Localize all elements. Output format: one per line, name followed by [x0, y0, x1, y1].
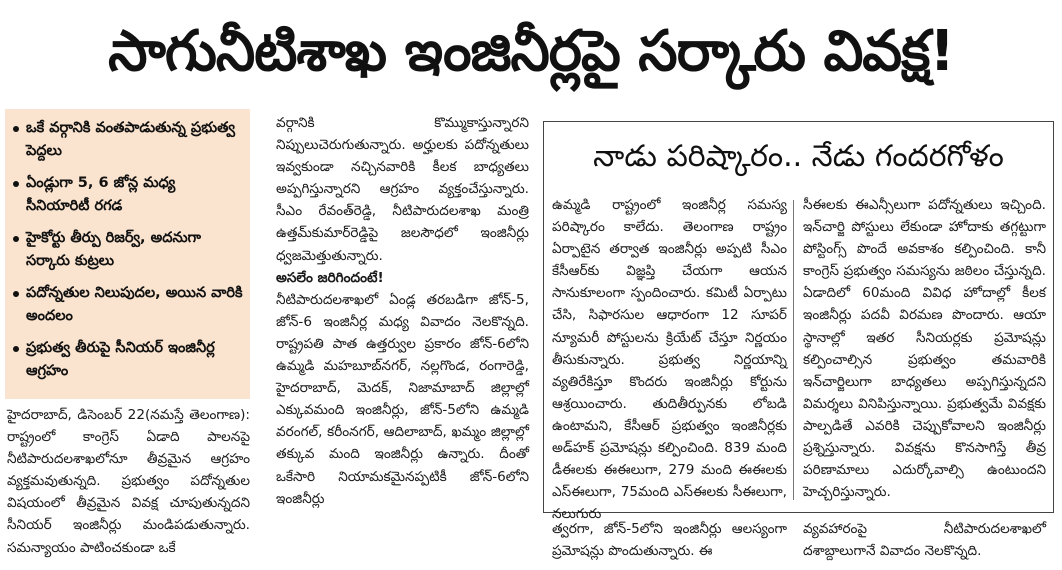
- box-right-column: [803, 194, 1046, 504]
- column-3-tail: [552, 518, 787, 566]
- headline: సాగునీటిశాఖ ఇంజినీర్లపై సర్కారు వివక్ష!: [108, 19, 954, 84]
- highlight-item: [13, 117, 243, 163]
- column-2-body: [276, 112, 529, 568]
- bullet-icon: [13, 236, 19, 242]
- highlight-item: [13, 172, 243, 218]
- bullet-icon: [13, 291, 19, 297]
- body-paragraph: వర్గానికి కొమ్ముకాస్తున్నారని నిప్పులుచెరుగుతున్నారు. అర్హులకు పదోన్నతులు ఇవ్వకుండా నచ్చినవారికి కీలక బాధ్యతలు అప్పగిస్తున్నారని ఆగ్రహం వ్యక్తంచేస్తున్నారు. సీఎం రేవంత్‌రెడ్డి, నీటిపారుదలశాఖ మంత్రి ఉత్తమ్‌కుమార్‌రెడ్డిపై జలసౌధలో ఇంజినీర్లు ధ్వజమెత్తుతున్నారు.: [276, 115, 529, 264]
- highlight-text: ఏండ్లుగా 5, 6 జోన్ల మధ్య సీనియారిటీ రగడ: [26, 175, 176, 214]
- bullet-icon: [13, 126, 19, 132]
- highlight-item: [13, 227, 243, 273]
- highlight-text: హైకోర్టు తీర్పు రిజర్వ్, అదనుగా సర్కారు కుట్రలు: [26, 230, 202, 269]
- dateline-paragraph: హైదరాబాద్, డిసెంబర్ 22(నమస్తే తెలంగాణ): రాష్ట్రంలో కాంగ్రెస్ ఏడాది పాలనపై నీటిపారుదలశాఖలోనూ తీవ్రమైన ఆగ్రహం వ్యక్తమవుతున్నది. ప్రభుత్వం పదోన్నతుల విషయంలో తీవ్రమైన వివక్ష చూపుతున్నదని సీనియర్ ఇంజినీర్లు మండిపడుతున్నారు. సమన్యాయం పాటించకుండా ఒకే: [7, 407, 250, 556]
- bullet-icon: [13, 181, 19, 187]
- body-paragraph: సీఈలకు ఈఎన్సీలుగా పదోన్నతులు ఇచ్చింది. ఇన్‌చార్జి పోస్టులు లేకుండా హోదాకు తగ్గట్టుగా పోస్టింగ్స్ పొందే అవకాశం కల్పించింది. కానీ కాంగ్రెస్ ప్రభుత్వం సమస్యను జఠిలం చేస్తున్నది. ఏడాదిలో 60మంది వివిధ హోదాల్లో కీలక ఇంజినీర్లు పదవీ విరమణ పొందారు. ఆయా స్థానాల్లో ఇతర సీనియర్లకు ప్రమోషన్లు కల్పించాల్సిన ప్రభుత్వం తమవారికి ఇన్‌చార్జిలుగా బాధ్యతలు అప్పగిస్తున్నదని విమర్శలు వినిపిస్తున్నాయి. ప్రభుత్వమే వివక్షకు పాల్పడితే ఎవరికి చెప్పుకోవాలని ఇంజినీర్లు ప్రశ్నిస్తున్నారు. వివక్షను కొనసాగిస్తే తీవ్ర పరిణామాలు ఎదుర్కోవాల్సి ఉంటుందని హెచ్చరిస్తున్నారు.: [803, 197, 1046, 501]
- highlight-item: [13, 282, 243, 328]
- highlight-text: పదోన్నతుల నిలుపుదల, అయిన వారికి అందలం: [26, 285, 243, 324]
- column-4-tail: [803, 518, 1046, 566]
- column-1-body: [7, 404, 250, 568]
- highlight-text: ఒకే వర్గానికి వంతపాడుతున్న ప్రభుత్వ పెద్దలు: [26, 120, 235, 159]
- body-paragraph: నీటిపారుదలశాఖలో ఏండ్ల తరబడిగా జోన్-5, జోన్-6 ఇంజినీర్ల మధ్య వివాదం నెలకొన్నది. రాష్ట్రపతి పాత ఉత్తర్వుల ప్రకారం జోన్-6లోని ఉమ్మడి మహబూబ్‌నగర్, నల్లగొండ, రంగారెడ్డి, హైదరాబాద్, మెదక్, నిజామాబాద్ జిల్లాల్లో ఎక్కువమంది ఇంజినీర్లు, జోన్-5లోని ఉమ్మడి వరంగల్, కరీంనగర్, ఆదిలాబాద్, ఖమ్మం జిల్లాల్లో తక్కువ మంది ఇంజినీర్లు ఉన్నారు. దీంతో ఒకేసారి నియామకమైనప్పటికీ జోన్-6లోని ఇంజినీర్లు: [276, 291, 529, 507]
- subheading: అసలేం జరిగిందంటే!: [276, 269, 384, 286]
- highlight-text: ప్రభుత్వ తీరుపై సీనియర్ ఇంజినీర్ల ఆగ్రహం: [26, 340, 215, 379]
- box-title: నాడు పరిష్కారం.. నేడు గందరగోళం: [593, 139, 1004, 174]
- body-paragraph: వ్యవహారంపై నీటిపారుదలశాఖలో దశాబ్దాలుగానే వివాదం నెలకొన్నది.: [803, 521, 1046, 560]
- highlights-box: [5, 109, 250, 399]
- body-paragraph: త్వరగా, జోన్-5లోని ఇంజినీర్లు ఆలస్యంగా ప్రమోషన్లు పొందుతున్నారు. ఈ: [552, 521, 787, 560]
- box-left-column: [552, 194, 787, 523]
- body-paragraph: ఉమ్మడి రాష్ట్రంలో ఇంజినీర్ల సమస్య పరిష్కారం కాలేదు. తెలంగాణ రాష్ట్రం ఏర్పాటైన తర్వాత ఇంజినీర్లు అప్పటి సీఎం కేసీఆర్‌కు విజ్ఞప్తి చేయగా ఆయన సానుకూలంగా స్పందించారు. కమిటీ ఏర్పాటు చేసి, సిఫారసుల ఆధారంగా 12 సూపర్ న్యూమరీ పోస్టులను క్రియేట్ చేస్తూ నిర్ణయం తీసుకున్నారు. ప్రభుత్వ నిర్ణయాన్ని వ్యతిరేకిస్తూ కొందరు ఇంజినీర్లు కోర్టును ఆశ్రయించారు. తుదితీర్పునకు లోబడి ఉంటామని, కేసీఆర్ ప్రభుత్వం ఇంజినీర్లకు అడ్‌హక్ ప్రమోషన్లు కల్పించింది. 839 మంది డీఈలకు ఈఈలుగా, 279 మంది ఈఈలకు ఎస్‌ఈలుగా, 75మంది ఎస్‌ఈలకు సీఈలుగా, నలుగురు: [552, 197, 787, 523]
- bullet-icon: [13, 346, 19, 352]
- highlight-item: [13, 337, 243, 383]
- column-divider: [793, 200, 794, 500]
